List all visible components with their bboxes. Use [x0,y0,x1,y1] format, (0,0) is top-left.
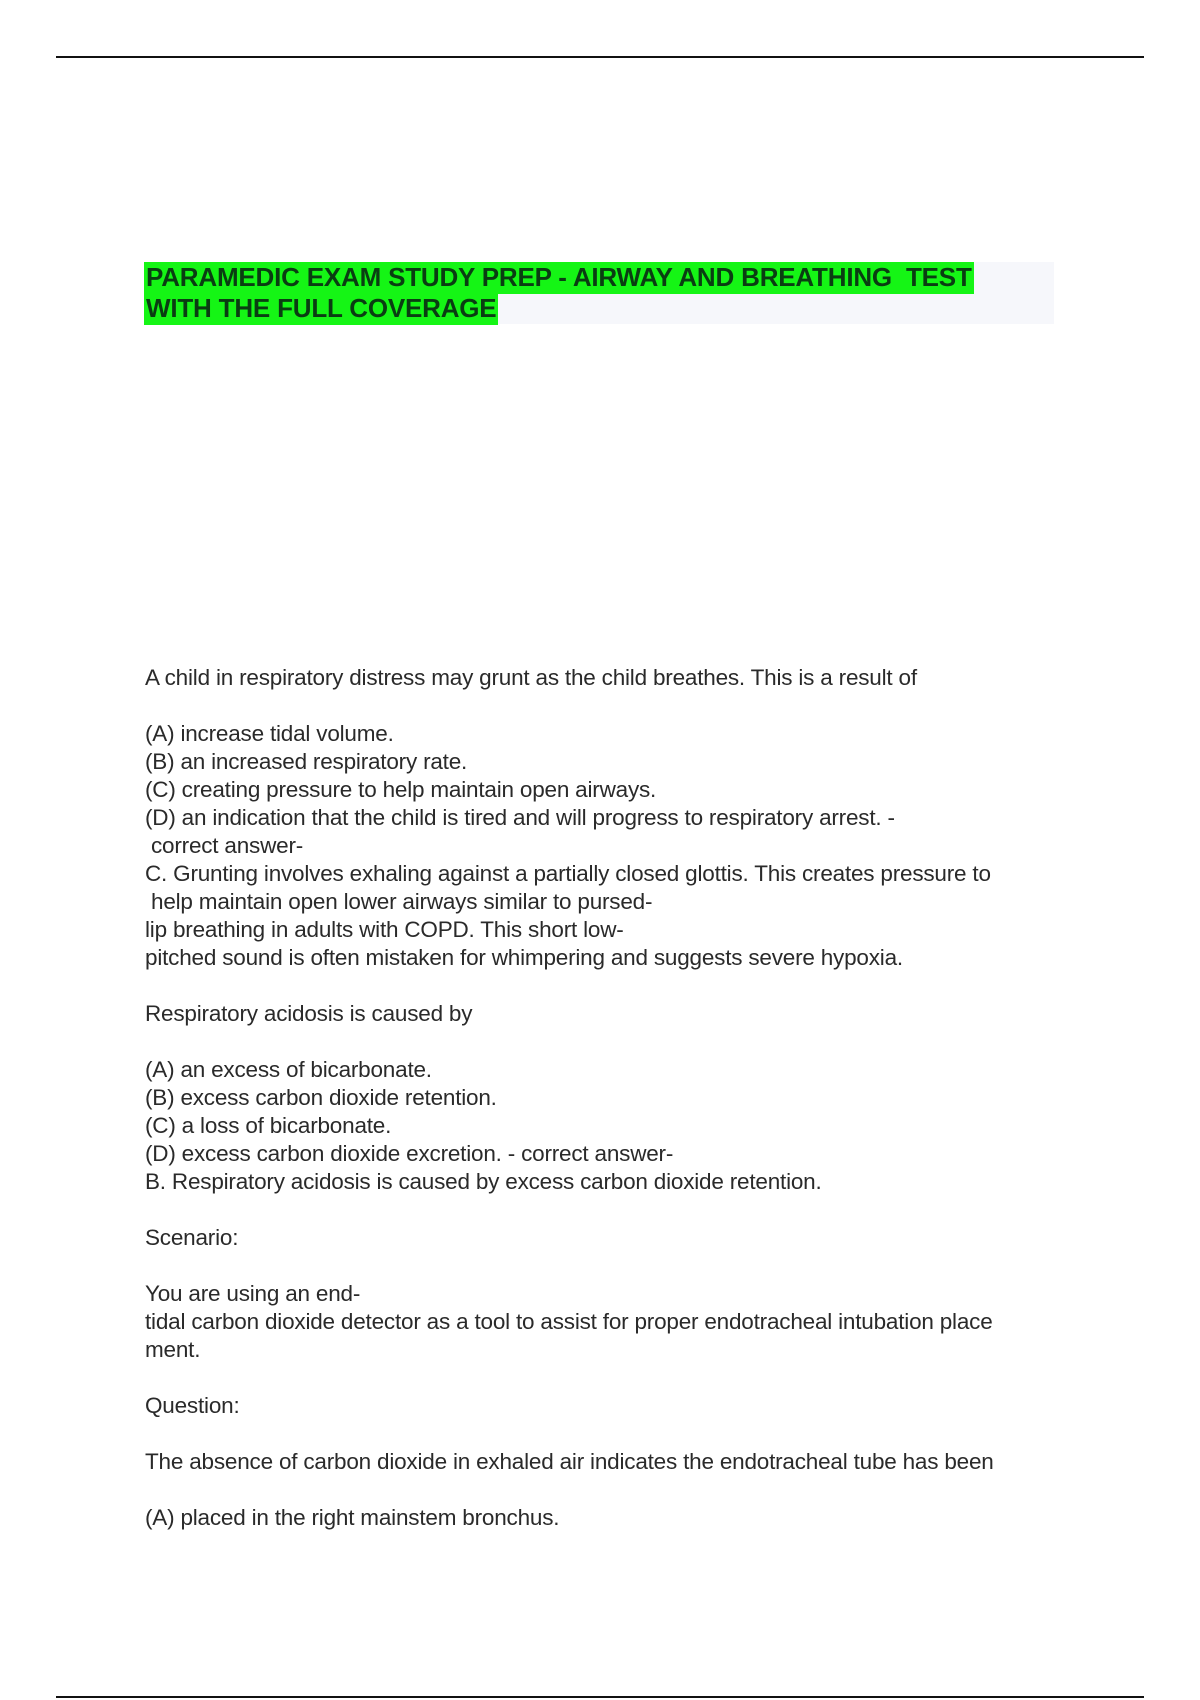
spacer [145,972,1065,1000]
q1-answer-label: correct answer- [151,833,304,858]
title-line-2: WITH THE FULL COVERAGE [146,293,497,323]
document-body [145,664,1065,1532]
q3-scenario-label: Scenario: [145,1225,239,1250]
q1-option-c: (C) creating pressure to help maintain open airways. [145,777,657,802]
q2-option-d: (D) excess carbon dioxide excretion. - correct answer- [145,1141,674,1166]
q3-scenario-2: tidal carbon dioxide detector as a tool to assist for proper endotracheal intubation place [145,1309,993,1334]
q3-prompt: The absence of carbon dioxide in exhaled air indicates the endotracheal tube has been [145,1449,994,1474]
q3-scenario-1: You are using an end- [145,1281,361,1306]
q1-explanation-2: help maintain open lower airways similar to pursed- [151,889,653,914]
spacer [145,1476,1065,1504]
q1-explanation-3: lip breathing in adults with COPD. This short low- [145,917,624,942]
q1-prompt: A child in respiratory distress may grunt as the child breathes. This is a result of [145,665,917,690]
q1-option-a: (A) increase tidal volume. [145,721,394,746]
top-rule [56,56,1144,58]
q1-option-d: (D) an indication that the child is tired and will progress to respiratory arrest. - [145,805,895,830]
q3-option-a: (A) placed in the right mainstem bronchus. [145,1505,560,1530]
q1-explanation-1: C. Grunting involves exhaling against a partially closed glottis. This creates pressure to [145,861,991,886]
title-line-1: PARAMEDIC EXAM STUDY PREP - AIRWAY AND BREATHING TEST [146,262,972,292]
spacer [145,1420,1065,1448]
spacer [145,1196,1065,1224]
q2-prompt: Respiratory acidosis is caused by [145,1001,473,1026]
spacer [145,1028,1065,1056]
spacer [145,692,1065,720]
q2-explanation: B. Respiratory acidosis is caused by excess carbon dioxide retention. [145,1169,822,1194]
q2-option-a: (A) an excess of bicarbonate. [145,1057,432,1082]
q3-scenario-3: ment. [145,1337,201,1362]
q3-question-label: Question: [145,1393,240,1418]
q2-option-c: (C) a loss of bicarbonate. [145,1113,392,1138]
q2-option-b: (B) excess carbon dioxide retention. [145,1085,497,1110]
q1-option-b: (B) an increased respiratory rate. [145,749,468,774]
spacer [145,1364,1065,1392]
bottom-rule [56,1696,1144,1698]
q1-explanation-4: pitched sound is often mistaken for whimpering and suggests severe hypoxia. [145,945,903,970]
document-title [144,262,1054,324]
spacer [145,1252,1065,1280]
